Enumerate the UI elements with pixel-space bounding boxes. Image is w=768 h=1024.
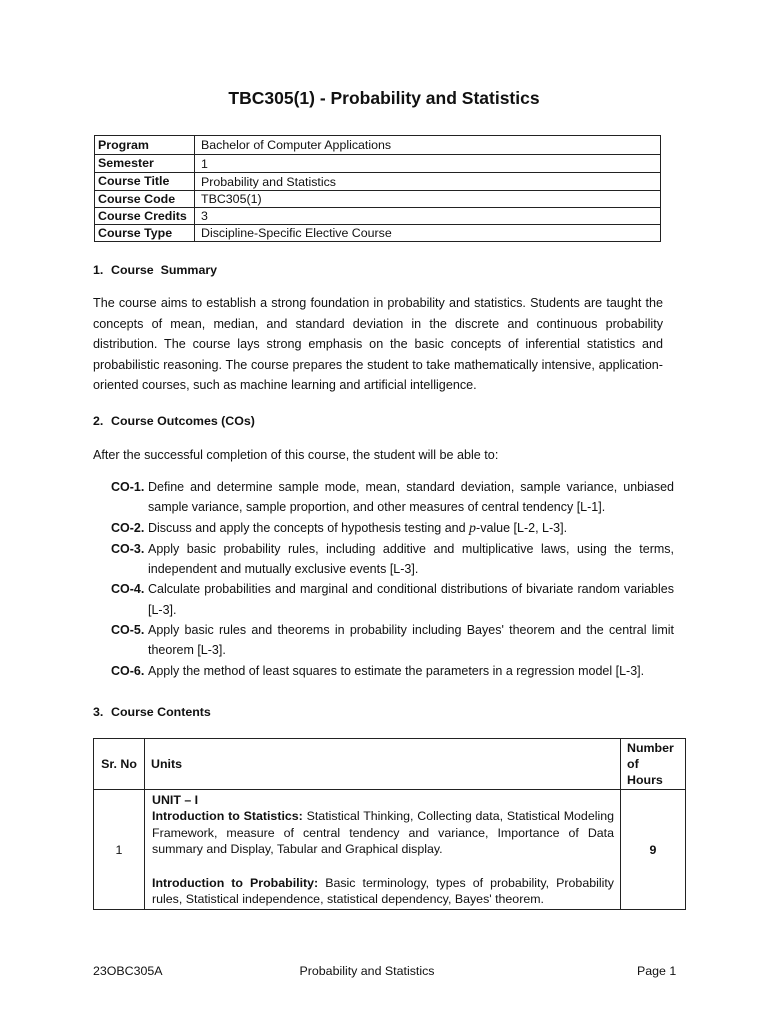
unit-part — [152, 875, 614, 908]
co-text: Apply basic rules and theorems in probability including Bayes' theorem and the central limit theorem [L-3]. — [148, 623, 674, 658]
section-heading-outcomes — [93, 414, 255, 428]
co-text: Apply basic probability rules, including additive and multiplicative laws, using the terms, independent and mutually exclusive events [L-3]. — [148, 541, 674, 577]
info-value: TBC305(1) — [195, 191, 661, 208]
spacer — [152, 858, 614, 875]
header-units: Units — [145, 739, 621, 790]
table-row — [95, 208, 661, 225]
footer-title: Probability and Statistics — [299, 964, 435, 978]
table-header-row — [94, 739, 686, 790]
co-label: CO-2. — [111, 520, 145, 535]
header-hours — [621, 739, 686, 790]
section-number: 3. — [93, 705, 104, 719]
unit-title: UNIT – I — [152, 793, 199, 807]
list-item — [111, 518, 674, 539]
table-row — [95, 173, 661, 191]
list-item — [111, 579, 674, 620]
info-value: Bachelor of Computer Applications — [195, 136, 661, 155]
co-label: CO-4. — [111, 582, 145, 597]
section-number: 1. — [93, 263, 104, 277]
page-title: TBC305(1) - Probability and Statistics — [228, 88, 540, 108]
section-title: Course Summary — [111, 263, 218, 277]
table-row — [95, 136, 661, 155]
info-value: 3 — [195, 208, 661, 225]
outcomes-list — [111, 477, 674, 681]
list-item — [111, 620, 674, 661]
unit-part-text: Statistical Thinking, Collecting data, Statistical Modeling Framework, measure of central tendency and variance, Importance of Data summary and Display, Tabular and Graphical display. — [152, 809, 614, 857]
header-hours-line: Hours — [627, 773, 663, 787]
co-text-before: Discuss and apply the concepts of hypothesis testing and — [148, 520, 470, 535]
section-heading-contents — [93, 705, 211, 719]
info-key: Semester — [95, 155, 195, 173]
info-key: Course Title — [95, 173, 195, 191]
table-row — [94, 790, 686, 910]
course-summary-text: The course aims to establish a strong foundation in probability and statistics. Students are taught the concepts of mean, median, and standard deviation in the discrete and continuous probability distribution. The course lays strong emphasis on the basic concepts of inferential statistics and probabilistic reasoning. The course prepares the student to take mathematically intensive, application-oriented courses, such as machine learning and artificial intelligence. — [93, 296, 663, 392]
p-variable: p — [469, 520, 477, 536]
table-row — [95, 155, 661, 173]
co-label: CO-3. — [111, 541, 145, 556]
co-label: CO-6. — [111, 663, 145, 678]
cell-sr-no: 1 — [94, 790, 145, 910]
header-hours-line: Number — [627, 741, 674, 755]
list-item — [111, 477, 674, 518]
section-number: 2. — [93, 414, 104, 428]
co-text — [148, 518, 674, 539]
info-value: Discipline-Specific Elective Course — [195, 225, 661, 242]
footer-page-number: Page 1 — [637, 964, 677, 978]
co-text: Define and determine sample mode, mean, standard deviation, sample variance, unbiased sample variance, sample proportion, and other measures of central tendency [L-1]. — [148, 480, 674, 515]
cell-units — [145, 790, 621, 910]
header-sr-no: Sr. No — [94, 739, 145, 790]
list-item — [111, 661, 674, 681]
course-info-table — [94, 135, 661, 242]
section-heading-summary — [93, 263, 217, 277]
co-text: Apply the method of least squares to estimate the parameters in a regression model [L-3]. — [148, 663, 645, 678]
co-label: CO-1. — [111, 480, 145, 494]
unit-part-heading: Introduction to Probability: — [152, 875, 319, 890]
table-row — [95, 225, 661, 242]
section-title: Course Contents — [111, 705, 211, 719]
info-key: Course Code — [95, 191, 195, 208]
unit-part — [152, 808, 614, 857]
unit-part-text: Basic terminology, types of probability, Probability rules, Statistical independence, statistical dependency, Bayes' theorem. — [152, 875, 614, 907]
course-contents-table — [93, 738, 686, 910]
info-value: Probability and Statistics — [195, 173, 661, 191]
list-item — [111, 539, 674, 580]
cell-hours: 9 — [621, 790, 686, 910]
outcomes-intro: After the successful completion of this course, the student will be able to: — [93, 448, 499, 462]
section-title: Course Outcomes (COs) — [111, 414, 255, 428]
co-label: CO-5. — [111, 623, 145, 638]
co-text: Calculate probabilities and marginal and conditional distributions of bivariate random variables [L-3]. — [148, 582, 674, 617]
table-row — [95, 191, 661, 208]
info-value: 1 — [195, 155, 661, 173]
unit-part-heading: Introduction to Statistics: — [152, 809, 303, 824]
footer-course-code: 23OBC305A — [93, 964, 163, 978]
header-hours-line: of — [627, 757, 639, 771]
info-key: Course Credits — [95, 208, 195, 225]
co-text-after: -value [L-2, L-3]. — [476, 520, 568, 535]
info-key: Course Type — [95, 225, 195, 242]
info-key: Program — [95, 136, 195, 155]
